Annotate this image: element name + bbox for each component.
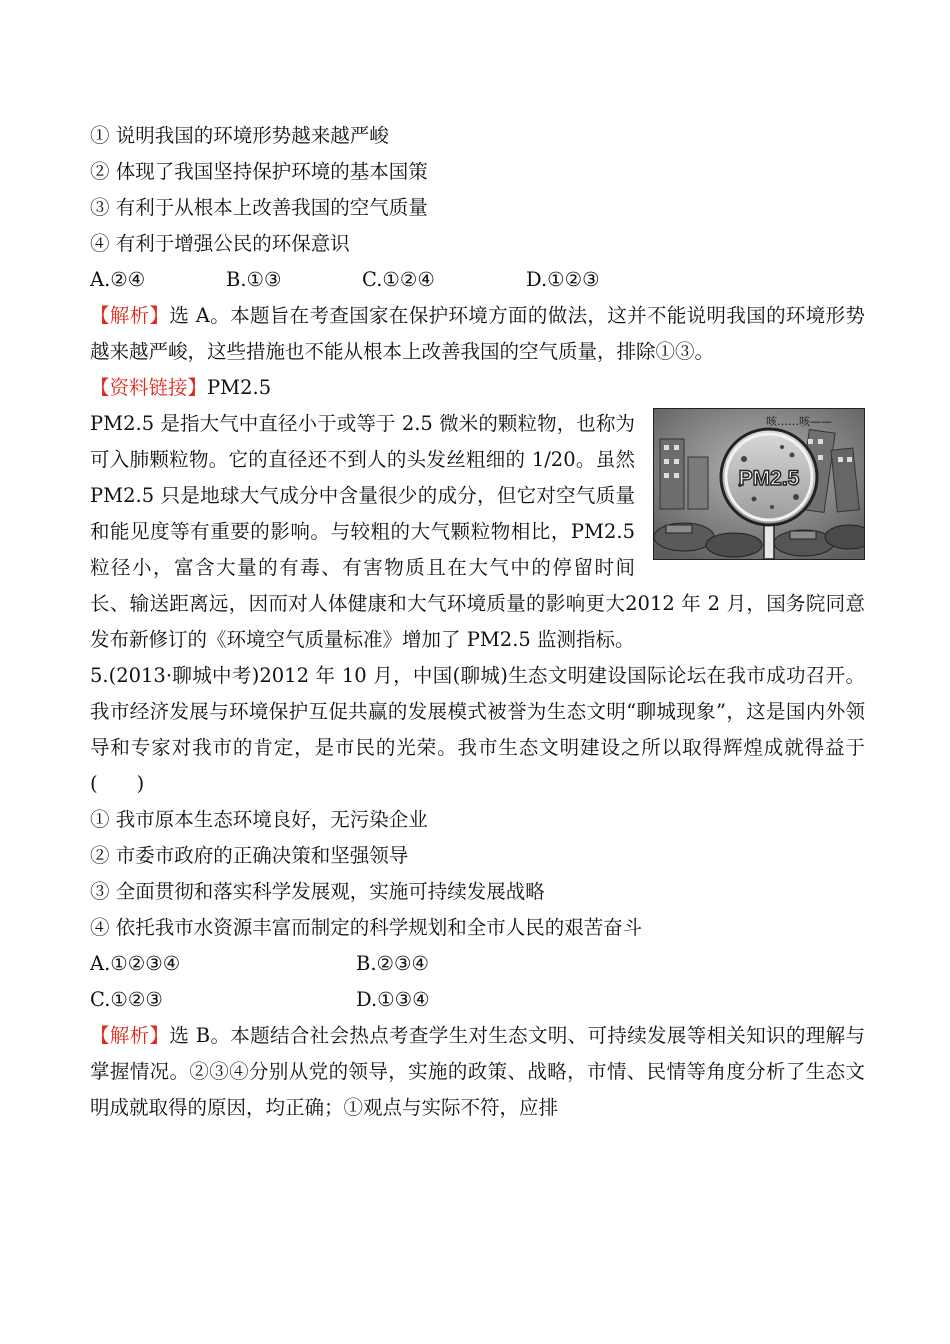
q4-option-b: B.①③ — [226, 268, 282, 291]
q5-options-row-2 — [90, 982, 865, 1018]
pm25-illustration-svg — [654, 409, 864, 559]
cough-text: 咳……咳—— — [766, 415, 832, 428]
q5-option-a: A.①②③④ — [90, 952, 181, 975]
q4-item-1: ① 说明我国的环境形势越来越严峻 — [90, 124, 389, 147]
q5-item-3: ③ 全面贯彻和落实科学发展观，实施可持续发展战略 — [90, 880, 545, 903]
resource-heading — [90, 370, 865, 406]
q4-option-d: D.①②③ — [526, 268, 600, 291]
q5-item-1: ① 我市原本生态环境良好，无污染企业 — [90, 808, 428, 831]
q4-analysis-tag: 【解析】 — [90, 304, 170, 327]
resource-paragraph — [90, 406, 865, 658]
q4-options — [90, 262, 865, 298]
q5-option-b: B.②③④ — [356, 952, 429, 975]
q5-options-row-1 — [90, 946, 865, 982]
q5-item-2: ② 市委市政府的正确决策和坚强领导 — [90, 844, 409, 867]
q4-item-2: ② 体现了我国坚持保护环境的基本国策 — [90, 160, 428, 183]
q5-option-c: C.①②③ — [90, 988, 163, 1011]
q4-analysis — [90, 298, 865, 370]
magnifier-label: PM2.5 — [738, 467, 800, 490]
pm25-illustration — [653, 408, 865, 560]
q5-analysis-text: 选 B。本题结合社会热点考查学生对生态文明、可持续发展等相关知识的理解与掌握情况。②③④分别从党的领导，实施的政策、战略，市情、民情等角度分析了生态文明成就取得的原因，均正确；①观点与实际不符，应排 — [90, 1024, 865, 1119]
q5-option-d: D.①③④ — [356, 988, 430, 1011]
q4-item-3: ③ 有利于从根本上改善我国的空气质量 — [90, 196, 428, 219]
document-page — [90, 118, 865, 1126]
resource-text: PM2.5 是指大气中直径小于或等于 2.5 微米的颗粒物，也称为可入肺颗粒物。它的直径还不到人的头发丝粗细的 1/20。虽然 PM2.5 只是地球大气成分中含量很少的成分，但它对空气质量和能见度等有重要的影响。与较粗的大气颗粒物相比，PM2.5 粒径小，富含大量的有毒、有害物质且在大气中的停留时间长、输送距离远，因而对人体健康和大气环境质量的影响更大2012 年 2 月，国务院同意发布新修订的《环境空气质量标准》增加了 PM2.5 监测指标。 — [90, 412, 865, 651]
q4-option-a: A.②④ — [90, 268, 146, 291]
resource-title: PM2.5 — [207, 376, 272, 399]
resource-tag: 【资料链接】 — [90, 376, 208, 399]
q5-item-4: ④ 依托我市水资源丰富而制定的科学规划和全市人民的艰苦奋斗 — [90, 916, 643, 939]
q4-item-4: ④ 有利于增强公民的环保意识 — [90, 232, 350, 255]
q4-option-c: C.①②④ — [362, 268, 435, 291]
q4-analysis-text: 选 A。本题旨在考查国家在保护环境方面的做法，这并不能说明我国的环境形势越来越严峻，这些措施也不能从根本上改善我国的空气质量，排除①③。 — [90, 304, 865, 363]
q5-stem: 5.(2013·聊城中考)2012 年 10 月，中国(聊城)生态文明建设国际论坛在我市成功召开。我市经济发展与环境保护互促共赢的发展模式被誉为生态文明“聊城现象”，这是国内外领导和专家对我市的肯定，是市民的光荣。我市生态文明建设之所以取得辉煌成就得益于( ) — [90, 664, 865, 795]
q5-analysis-tag: 【解析】 — [90, 1024, 170, 1047]
q5-analysis — [90, 1018, 865, 1126]
